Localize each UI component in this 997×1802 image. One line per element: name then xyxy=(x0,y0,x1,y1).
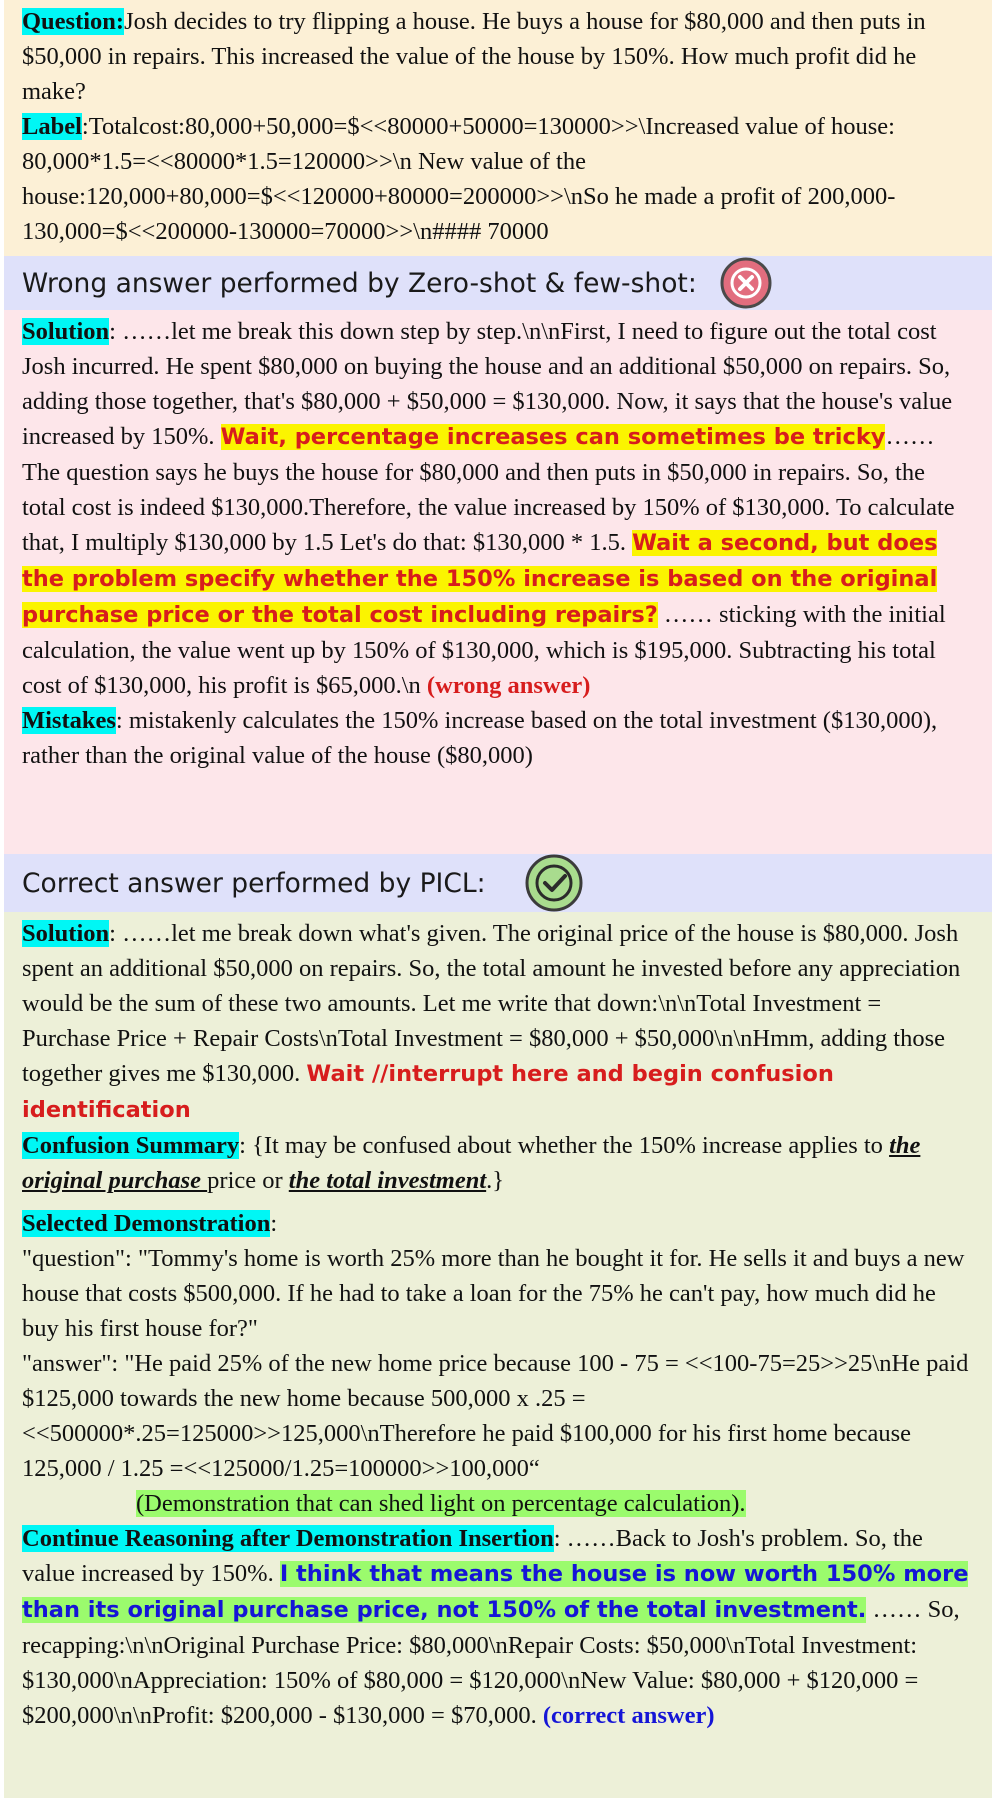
question-text: Josh decides to try flipping a house. He buys a house for $80,000 and then puts in $50,000 in repairs. This increased the value of the house by 150%. How much profit did he make? xyxy=(22,8,926,105)
continue-reasoning-text: : ……Back to Josh's problem. So, the value increased by 150%. xyxy=(22,1525,923,1587)
correct-highlight: I think that means the house is now worth 150% more than its original purchase price, not 150% of the total investment. xyxy=(22,1561,969,1623)
selected-demonstration-colon: : xyxy=(270,1210,278,1237)
demonstration-label-line xyxy=(22,1206,974,1241)
confusion-summary-pre: : {It may be confused about whether the 150% increase applies to xyxy=(239,1132,890,1159)
wrong-highlight-2: Wait a second, but does the problem specify whether the 150% increase is based on the original purchase price or the total cost including repairs? xyxy=(22,530,938,628)
wrong-answer-panel xyxy=(4,310,992,854)
demonstration-note: (Demonstration that can shed light on percentage calculation). xyxy=(136,1490,746,1517)
wrong-solution-label: Solution xyxy=(22,318,110,345)
wrong-answer-heading: Wrong answer performed by Zero-shot & few-shot: xyxy=(22,267,697,299)
selected-demonstration-label: Selected Demonstration xyxy=(22,1210,271,1237)
correct-answer-header xyxy=(4,854,992,912)
final-reasoning-text: …… So, recapping:\n\nOriginal Purchase Price: $80,000\nRepair Costs: $50,000\nTotal Investment: $130,000\nAppreciation: 150% of $80,000 = $120,000\nNew Value: $80,000 + $120,000 = $200,000\n\nProfit: $200,000 - $130,000 = $70,000. xyxy=(22,1596,960,1729)
wrong-solution-text-3: …… sticking with the initial calculation, the value went up by 150% of $130,000, which is $195,000. Subtracting his total cost of $130,000, his profit is $65,000.\n xyxy=(22,601,946,699)
wrong-highlight-1: Wait, percentage increases can sometimes be tricky xyxy=(220,424,886,450)
correct-solution-label: Solution xyxy=(22,920,110,947)
wrong-solution-text-2: …… The question says he buys the house for $80,000 and then puts in $50,000 in repairs. So, the total cost is indeed $130,000.Therefore, the value increased by 150% of $130,000. To calculate that, I multiply $130,000 by 1.5 Let's do that: $130,000 * 1.5. xyxy=(22,423,955,556)
red-x-circle-icon xyxy=(719,256,773,310)
mistakes-text: : mistakenly calculates the 150% increase based on the total investment ($130,000), rather than the original value of the house ($80,000) xyxy=(22,707,938,769)
confusion-summary-line xyxy=(22,1128,974,1198)
confusion-summary-mid: price or xyxy=(207,1167,289,1194)
continue-reasoning-line xyxy=(22,1521,974,1733)
demonstration-question: "question": "Tommy's home is worth 25% more than he bought it for. He sells it and buys a new house that costs $500,000. If he had to take a loan for the 75% he can't pay, how much did he buy his first house for?" xyxy=(22,1245,965,1342)
wrong-solution-text-1: : ……let me break this down step by step.\n\nFirst, I need to figure out the total cost Josh incurred. He spent $80,000 on buying the house and an additional $50,000 on repairs. So, adding those together, that's $80,000 + $50,000 = $130,000. Now, it says that the house's value increased by 150%. xyxy=(22,318,953,450)
question-panel xyxy=(4,0,992,256)
label-line xyxy=(22,109,974,249)
wrong-answer-header xyxy=(4,256,992,310)
label-text: :Totalcost:80,000+50,000=$<<80000+50000=130000>>\Increased value of house: 80,000*1.5=<<80000*1.5=120000>>\n New value of the house:120,000+80,000=$<<120000+80000=200000>>\nSo he made a profit of 200,000-130,000=$<<200000-130000=70000>>\n#### 70000 xyxy=(22,113,896,245)
demonstration-answer: "answer": "He paid 25% of the new home price because 100 - 75 = <<100-75=25>>25\nHe paid $125,000 towards the new home because 500,000 x .25 = <<500000*.25=125000>>125,000\nTherefore he paid $100,000 for his first home because 125,000 / 1.25 =<<125000/1.25=100000>>100,000“ xyxy=(22,1350,969,1482)
question-label: Question: xyxy=(22,8,125,35)
confusion-option-1: the original purchase xyxy=(22,1132,921,1194)
confusion-summary-post: .} xyxy=(486,1167,505,1194)
demonstration-note-line xyxy=(22,1486,974,1521)
continue-reasoning-label: Continue Reasoning after Demonstration Insertion xyxy=(22,1525,554,1552)
confusion-option-2: the total investment xyxy=(288,1167,487,1194)
label-label: Label xyxy=(22,113,82,140)
correct-solution-text-1: : ……let me break down what's given. The original price of the house is $80,000. Josh spent an additional $50,000 on repairs. So, the total amount he invested before any appreciation would be the sum of these two amounts. Let me write that down:\n\nTotal Investment = Purchase Price + Repair Costs\nTotal Investment = $80,000 + $50,000\n\nHmm, adding those together gives me $130,000. xyxy=(22,920,961,1087)
confusion-summary-label: Confusion Summary xyxy=(22,1132,240,1159)
green-check-circle-icon xyxy=(524,853,584,913)
interrupt-marker: Wait //interrupt here and begin confusion identification xyxy=(22,1061,834,1123)
correct-answer-heading: Correct answer performed by PICL: xyxy=(22,867,486,899)
correct-verdict: (correct answer) xyxy=(542,1702,715,1729)
correct-answer-panel xyxy=(4,912,992,1798)
mistakes-line xyxy=(22,703,974,773)
wrong-verdict: (wrong answer) xyxy=(426,672,591,699)
mistakes-label: Mistakes xyxy=(22,707,116,734)
